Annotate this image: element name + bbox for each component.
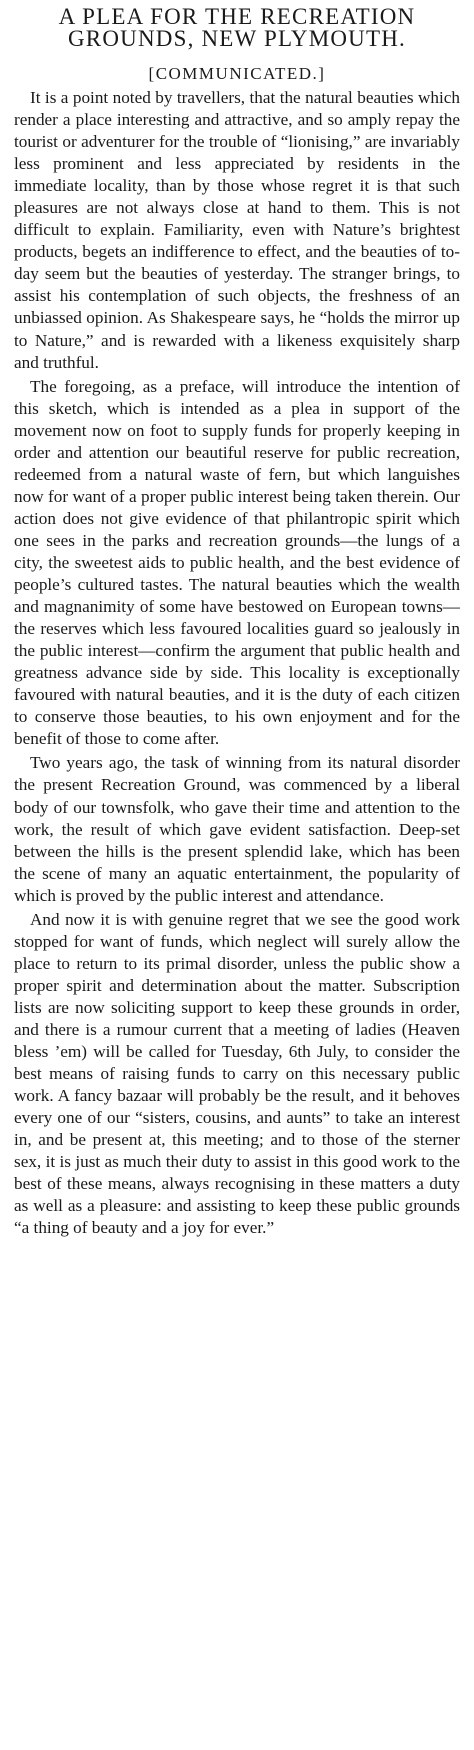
paragraph-1: It is a point noted by travellers, that the natural beauties which render a place interesting and attractive, and so amply repay the tourist or adventurer for the trouble of “lionising,” are invariably less prominent and less appreciated by residents in the immediate locality, than by those whose regret it is that such pleasures are not always close at hand to them. This is not difficult to explain. Familiarity, even with Nature’s brightest products, begets an indifference to effect, and the beauties of to-day seem but the beauties of yesterday. The stranger brings, to assist his contemplation of such objects, the freshness of an unbiassed opinion. As Shakespeare says, he “holds the mirror up to Nature,” and is rewarded with a likeness exquisitely sharp and truthful. <box>14 88 460 372</box>
article-credit: [COMMUNICATED.] <box>148 64 326 83</box>
paragraph-3: Two years ago, the task of winning from its natural disorder the present Recreation Ground, was commenced by a liberal body of our townsfolk, who gave their time and attention to the work, the result of which gave evident satisfaction. Deep-set between the hills is the present splendid lake, which has been the scene of many an aquatic entertainment, the popularity of which is proved by the public interest and attendance. <box>14 753 460 905</box>
headline-line-2: GROUNDS, NEW PLYMOUTH. <box>67 26 406 51</box>
article-body <box>14 87 460 1239</box>
paragraph-4: And now it is with genuine regret that we see the good work stopped for want of funds, which neglect will surely allow the place to return to its primal disorder, unless the public show a proper spirit and determination about the matter. Subscription lists are now soliciting support to keep these grounds in order, and there is a rumour current that a meeting of ladies (Heaven bless ’em) will be called for Tuesday, 6th July, to consider the best means of raising funds to carry on this necessary public work. A fancy bazaar will probably be the result, and it behoves every one of our “sisters, cousins, and aunts” to take an interest in, and be present at, this meeting; and to those of the sterner sex, it is just as much their duty to assist in this good work to the best of these means, always recognising in these matters a duty as well as a pleasure: and assisting to keep these public grounds “a thing of beauty and a joy for ever.” <box>14 909 460 1238</box>
paragraph-2: The foregoing, as a preface, will introduce the intention of this sketch, which is intended as a plea in support of the movement now on foot to supply funds for properly keeping in order and attention our beautiful reserve for public recreation, redeemed from a natural waste of fern, but which languishes now for want of a proper public interest being taken therein. Our action does not give evidence of that philantropic spirit which one sees in the parks and recreation grounds—the lungs of a city, the sweetest aids to public health, and the best evidence of people’s cultured tastes. The natural beauties which the wealth and magnanimity of some have bestowed on European towns—the reserves which less favoured localities guard so jealously in the public interest—confirm the argument that public health and greatness advance side by side. This locality is exceptionally favoured with natural beauties, and it is the duty of each citizen to conserve those beauties, to his own enjoyment and for the benefit of those to come after. <box>14 376 460 749</box>
article-headline <box>14 6 460 50</box>
headline-line-1: A PLEA FOR THE RECREATION <box>58 4 416 29</box>
